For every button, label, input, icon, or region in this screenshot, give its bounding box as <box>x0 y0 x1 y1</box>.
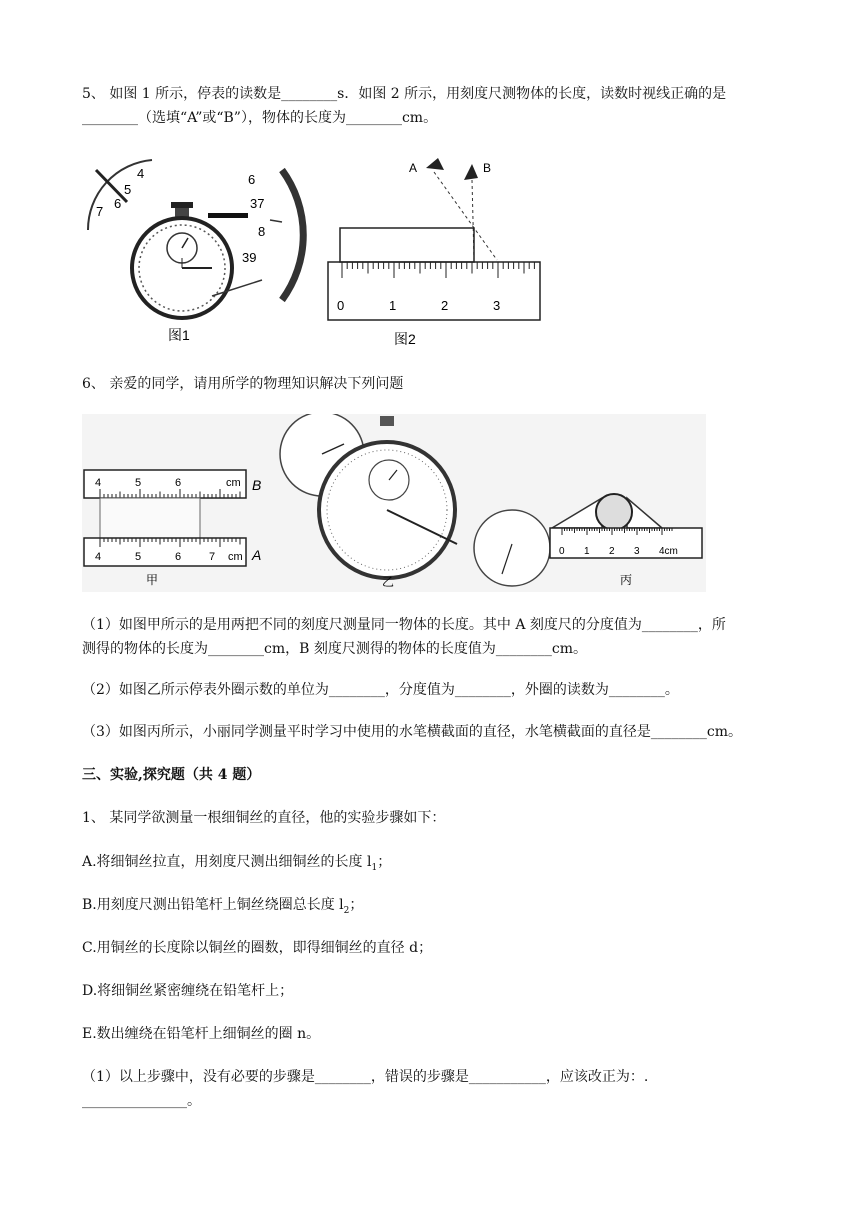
ruler-a-tick-5: 5 <box>135 551 142 563</box>
ruler-b-tick-4: 4 <box>95 477 102 489</box>
figure-2-ruler <box>322 150 542 348</box>
step-c: C.用铜丝的长度除以铜丝的圈数，即得细铜丝的直径 d； <box>82 940 433 956</box>
fig-jia-caption: 甲 <box>146 573 159 587</box>
dial-small-label-4: 4 <box>137 166 145 181</box>
ruler-a-tick-7: 7 <box>209 551 216 563</box>
dial-small-label-7: 7 <box>96 204 104 219</box>
q6-part1-line2: 测得的物体的长度为________cm，B 刻度尺测得的物体的长度值为________cm。 <box>82 641 587 657</box>
section3-heading: 三、实验,探究题（共 4 题） <box>82 767 261 783</box>
step-a-end: ； <box>377 854 392 870</box>
s3-q1-part1-line2: _______________。 <box>82 1093 201 1109</box>
ruler-b-tick-5: 5 <box>135 477 142 489</box>
eye-a-label: A <box>409 161 418 175</box>
step-d: D.将细铜丝紧密缠绕在铅笔杆上； <box>82 983 294 999</box>
fig-yi-caption: 乙 <box>382 575 395 589</box>
ruler-a-unit: cm <box>228 551 243 563</box>
ruler-a-tick-6: 6 <box>175 551 182 563</box>
figure-1-caption: 图1 <box>168 327 190 343</box>
dial-big-label-37: 37 <box>250 196 265 211</box>
ruler2-label-2: 2 <box>441 298 449 313</box>
s3-q1-part1-line1: （1）以上步骤中，没有必要的步骤是________，错误的步骤是___________，应该改正为：. <box>82 1069 649 1085</box>
q6-intro: 6、 亲爱的同学，请用所学的物理知识解决下列问题 <box>82 376 404 392</box>
ruler-c-tick-0: 0 <box>559 546 565 557</box>
step-b-end: ； <box>349 897 364 913</box>
step-b-text: B.用刻度尺测出铅笔杆上铜丝绕圈总长度 l <box>82 897 344 913</box>
fig-bing-caption: 丙 <box>620 573 633 587</box>
dial-big-label-8: 8 <box>258 224 266 239</box>
ruler-b-label: B <box>252 477 262 493</box>
step-a-text: A.将细铜丝拉直，用刻度尺测出细铜丝的长度 l <box>82 854 372 870</box>
figure-1-stopwatch <box>82 150 310 348</box>
eye-b-label: B <box>483 161 492 175</box>
step-b-subscript: 2 <box>343 905 350 916</box>
q6-part3: （3）如图丙所示，小丽同学测量平时学习中使用的水笔横截面的直径，水笔横截面的直径是________cm。 <box>82 724 743 740</box>
ruler-c-tick-3: 3 <box>634 546 640 557</box>
ruler2-label-3: 3 <box>493 298 501 313</box>
step-a-subscript: 1 <box>371 862 378 873</box>
ruler-c-tick-1: 1 <box>584 546 590 557</box>
figure-2-caption: 图2 <box>394 331 416 347</box>
step-b <box>82 895 363 921</box>
dial-small-label-5: 5 <box>124 182 132 197</box>
dial-small-label-6: 6 <box>114 196 122 211</box>
eye-a-icon <box>426 158 444 170</box>
ruler-a-label: A <box>252 547 262 563</box>
ruler-b-unit: cm <box>226 477 241 489</box>
eye-b-icon <box>464 164 478 180</box>
ruler2-label-0: 0 <box>337 298 345 313</box>
step-e: E.数出缠绕在铅笔杆上细铜丝的圈 n。 <box>82 1026 321 1042</box>
q6-part1-line1: （1）如图甲所示的是用两把不同的刻度尺测量同一物体的长度。其中 A 刻度尺的分度值为________，所 <box>82 617 726 633</box>
q5-text-line2: ________（选填“A”或“B”），物体的长度为________cm。 <box>82 110 438 126</box>
ruler-c-tick-2: 2 <box>609 546 615 557</box>
ruler-b-tick-6: 6 <box>175 477 182 489</box>
ruler-c-tick-4: 4cm <box>659 546 678 557</box>
dial-big-label-39: 39 <box>242 250 257 265</box>
q5-text-line1: 5、 如图 1 所示，停表的读数是________s．如图 2 所示，用刻度尺测物体的长度，读数时视线正确的是 <box>82 86 727 102</box>
step-a <box>82 852 391 878</box>
ruler2-label-1: 1 <box>389 298 397 313</box>
s3-q1-intro: 1、 某同学欲测量一根细铜丝的直径，他的实验步骤如下： <box>82 810 446 826</box>
q6-part2: （2）如图乙所示停表外圈示数的单位为________，分度值为________，外圈的读数为________。 <box>82 682 679 698</box>
figure-q6 <box>82 414 706 592</box>
dial-big-label-6: 6 <box>248 172 256 187</box>
ruler-a-tick-4: 4 <box>95 551 102 563</box>
